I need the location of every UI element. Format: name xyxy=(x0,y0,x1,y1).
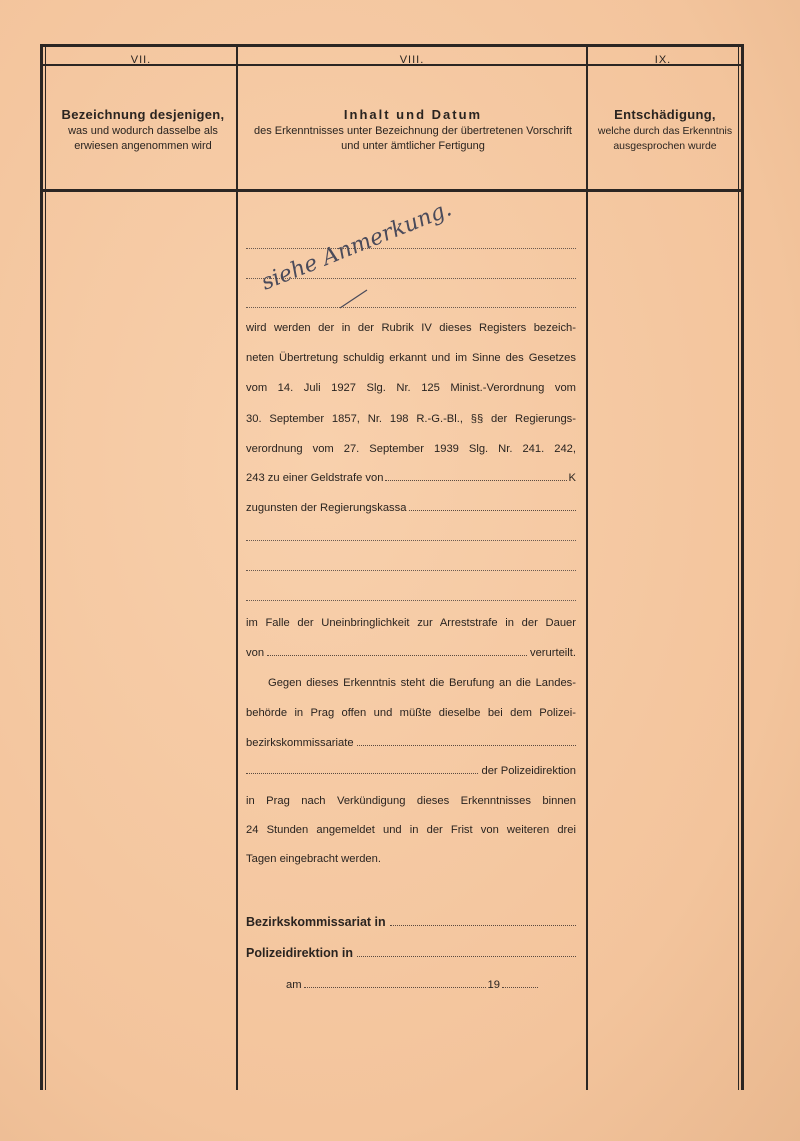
commissariat-line xyxy=(246,737,576,749)
year-prefix-label: 19 xyxy=(487,979,500,991)
column-subtitle-vii: was und wodurch dasselbe als erwiesen angenommen wird xyxy=(68,125,218,152)
commissariat-place-field[interactable] xyxy=(390,924,576,926)
text-line: 24 Stunden angemeldet und in der Frist von weiteren drei xyxy=(246,824,576,836)
date-year-field[interactable] xyxy=(502,986,538,988)
column-subtitle-viii: des Erkenntnisses unter Bezeichnung der übertretenen Vorschrift und unter ämtlicher Fertigung xyxy=(254,125,572,152)
fill-line xyxy=(246,570,576,571)
commissariat-field[interactable] xyxy=(357,744,576,746)
fine-line xyxy=(246,472,576,484)
fill-line xyxy=(246,248,576,249)
column-header-ix xyxy=(591,107,739,154)
column-number-vii: VII. xyxy=(130,54,152,66)
column-title-viii: Inhalt und Datum xyxy=(343,107,483,122)
text-line: verordnung vom 27. September 1939 Slg. Nr. 241. 242, xyxy=(246,443,576,455)
text-line: behörde in Prag offen und müßte dieselbe bei dem Polizei- xyxy=(246,707,576,719)
currency-label: K xyxy=(568,472,576,484)
police-directorate-line xyxy=(246,765,576,777)
directorate-signature-line xyxy=(246,946,576,960)
handwritten-note-text: siehe Anmerkung. xyxy=(257,196,456,296)
treasury-field[interactable] xyxy=(409,509,576,511)
text-line: 30. September 1857, Nr. 198 R.-G.-Bl., §§ der Regierungs- xyxy=(246,413,576,425)
fill-line xyxy=(246,278,576,279)
date-line xyxy=(286,979,538,991)
fine-amount-field[interactable] xyxy=(385,479,566,481)
date-day-field[interactable] xyxy=(304,986,486,988)
text-line: im Falle der Uneinbringlichkeit zur Arreststrafe in der Dauer xyxy=(246,617,576,629)
fill-line xyxy=(246,540,576,541)
text-line: Tagen eingebracht werden. xyxy=(246,853,381,865)
text-line: in Prag nach Verkündigung dieses Erkenntnisses binnen xyxy=(246,795,576,807)
arrest-duration-field[interactable] xyxy=(267,654,527,656)
column-number-viii: VIII. xyxy=(399,54,425,66)
date-prefix-label: am xyxy=(286,979,302,991)
column-title-vii: Bezeichnung desjenigen, xyxy=(61,107,225,122)
text-line: wird werden der in der Rubrik IV dieses Registers bezeich- xyxy=(246,322,576,334)
fine-label: 243 zu einer Geldstrafe von xyxy=(246,472,384,484)
duration-label: von xyxy=(246,647,265,659)
police-directorate-label: der Polizeidirektion xyxy=(481,765,576,777)
column-subtitle-ix: welche durch das Erkenntnis ausgesprochen wurde xyxy=(597,125,733,152)
column-number-ix: IX. xyxy=(654,54,672,66)
column-title-ix: Entschädigung, xyxy=(614,107,716,122)
sentenced-label: verurteilt. xyxy=(529,647,576,659)
treasury-line xyxy=(246,502,576,514)
column-divider xyxy=(586,47,588,1090)
fill-line xyxy=(246,600,576,601)
text-line: neten Übertretung schuldig erkannt und im Sinne des Gesetzes xyxy=(246,352,576,364)
text-line: vom 14. Juli 1927 Slg. Nr. 125 Minist.-Verordnung vom xyxy=(246,382,576,394)
directorate-place-label: Polizeidirektion in xyxy=(246,946,353,960)
police-directorate-field[interactable] xyxy=(246,772,478,774)
fill-line xyxy=(246,307,576,308)
judgment-text xyxy=(246,0,576,1141)
treasury-label: zugunsten der Regierungskassa xyxy=(246,502,407,514)
commissariat-signature-line xyxy=(246,915,576,929)
commissariat-label: bezirkskommissariate xyxy=(246,737,354,749)
text-line: Gegen dieses Erkenntnis steht die Berufung an die Landes- xyxy=(268,677,576,689)
arrest-duration-line xyxy=(246,647,576,659)
commissariat-place-label: Bezirkskommissariat in xyxy=(246,915,386,929)
column-divider xyxy=(236,47,238,1090)
column-header-vii xyxy=(53,107,233,154)
directorate-place-field[interactable] xyxy=(357,955,576,957)
